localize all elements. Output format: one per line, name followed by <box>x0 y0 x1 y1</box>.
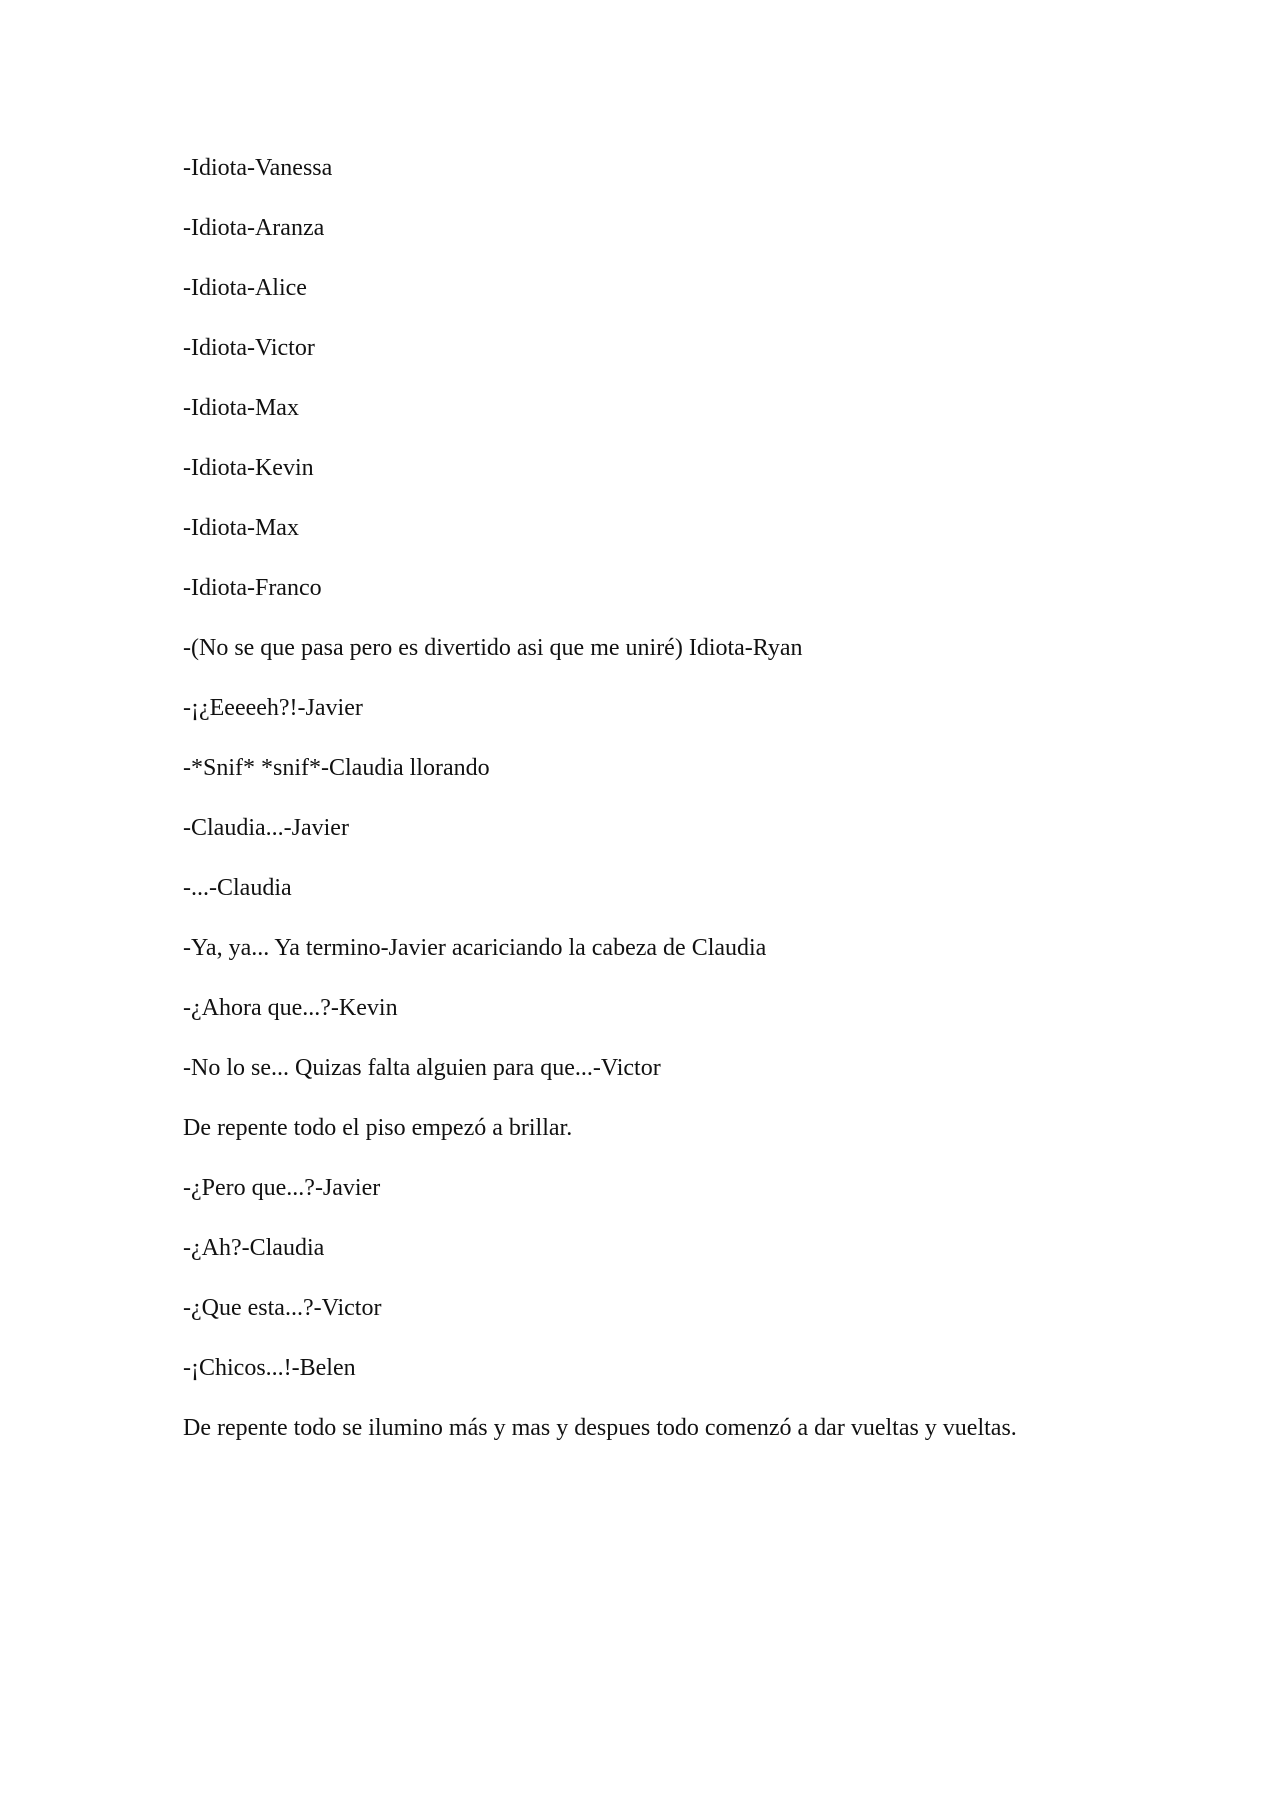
dialogue-line: -¡¿Eeeeeh?!-Javier <box>183 695 363 721</box>
dialogue-line: -*Snif* *snif*-Claudia llorando <box>183 755 490 781</box>
dialogue-line: -¿Pero que...?-Javier <box>183 1175 381 1201</box>
dialogue-line: -Idiota-Victor <box>183 335 315 361</box>
dialogue-line: -Idiota-Max <box>183 515 299 541</box>
dialogue-line: -Idiota-Franco <box>183 575 322 601</box>
dialogue-line: -Idiota-Alice <box>183 275 307 301</box>
dialogue-line: -Claudia...-Javier <box>183 815 349 841</box>
dialogue-line: -No lo se... Quizas falta alguien para que...-Victor <box>183 1055 661 1081</box>
dialogue-line: -¿Ahora que...?-Kevin <box>183 995 398 1021</box>
dialogue-line: -Ya, ya... Ya termino-Javier acariciando la cabeza de Claudia <box>183 935 767 961</box>
dialogue-text-block <box>183 150 1183 1470</box>
dialogue-line: -¿Ah?-Claudia <box>183 1235 325 1261</box>
dialogue-line: -Idiota-Vanessa <box>183 155 333 181</box>
dialogue-line: -(No se que pasa pero es divertido asi que me uniré) Idiota-Ryan <box>183 635 803 661</box>
narration-line: De repente todo el piso empezó a brillar. <box>183 1115 573 1141</box>
narration-line: De repente todo se ilumino más y mas y despues todo comenzó a dar vueltas y vueltas. <box>183 1415 1017 1441</box>
dialogue-line: -...-Claudia <box>183 875 292 901</box>
dialogue-line: -Idiota-Aranza <box>183 215 325 241</box>
dialogue-line: -Idiota-Max <box>183 395 299 421</box>
dialogue-line: -¡Chicos...!-Belen <box>183 1355 356 1381</box>
dialogue-line: -Idiota-Kevin <box>183 455 314 481</box>
dialogue-line: -¿Que esta...?-Victor <box>183 1295 382 1321</box>
